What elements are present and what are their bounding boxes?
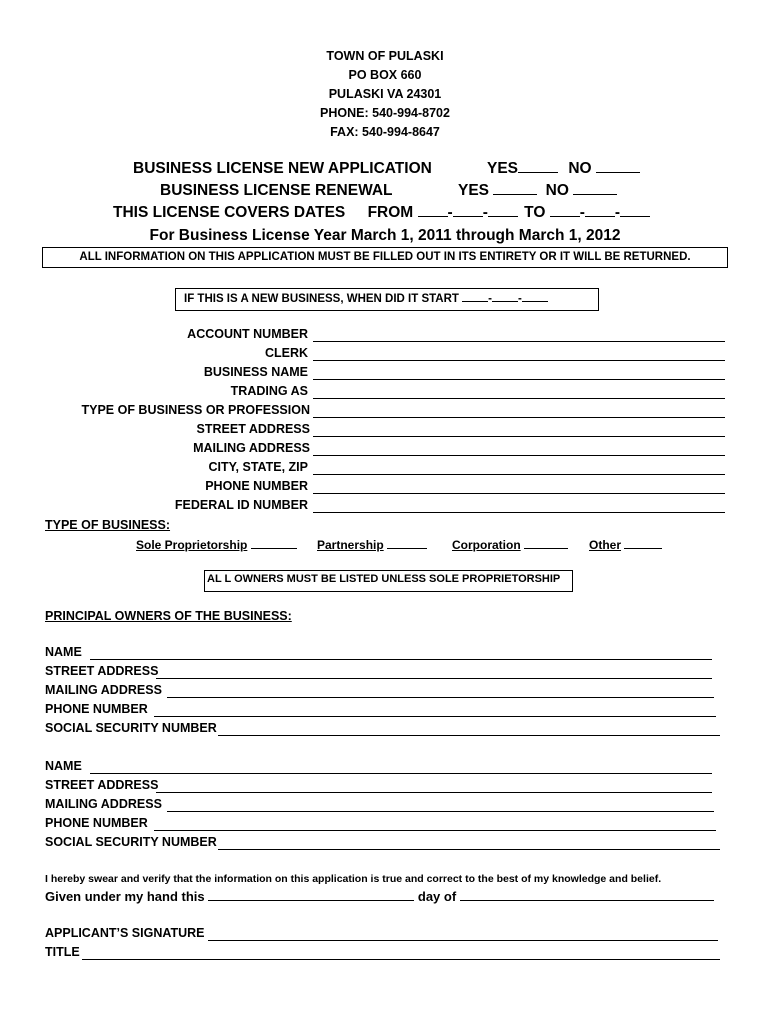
renewal-label: BUSINESS LICENSE RENEWAL — [160, 182, 393, 199]
owner1-ssn-label: SOCIAL SECURITY NUMBER — [45, 721, 217, 735]
option-sole-proprietorship[interactable] — [136, 536, 297, 552]
given-prefix: Given under my hand this — [45, 889, 205, 904]
new-app-no-blank[interactable] — [596, 160, 640, 173]
field-line-street-address[interactable] — [313, 436, 725, 437]
oath-text: I hereby swear and verify that the information on this application is true and correct to the best of my knowledge and belief. — [45, 873, 662, 885]
owner2-phone-line[interactable] — [154, 830, 716, 831]
start-month-blank[interactable] — [462, 290, 488, 302]
option-partnership-label: Partnership — [317, 538, 384, 552]
start-day-blank[interactable] — [492, 290, 518, 302]
notice-box — [42, 247, 728, 268]
option-sole-label: Sole Proprietorship — [136, 538, 248, 552]
field-label-phone-number: PHONE NUMBER — [205, 479, 308, 493]
field-label-business-name: BUSINESS NAME — [203, 365, 308, 379]
new-business-prompt: IF THIS IS A NEW BUSINESS, WHEN DID IT START — [184, 293, 459, 305]
owners-heading: PRINCIPAL OWNERS OF THE BUSINESS: — [45, 609, 292, 623]
header-city: PULASKI VA 24301 — [328, 87, 442, 101]
option-corporation-blank[interactable] — [524, 536, 568, 549]
given-day-blank[interactable] — [208, 888, 414, 901]
field-line-clerk[interactable] — [313, 360, 725, 361]
renewal-yes-blank[interactable] — [493, 182, 537, 195]
signature-line[interactable] — [208, 940, 718, 941]
owner2-name-line[interactable] — [90, 773, 712, 774]
new-business-box — [175, 288, 599, 311]
field-label-clerk: CLERK — [264, 346, 308, 360]
to-label: TO — [524, 204, 546, 221]
field-label-city-state-zip: CITY, STATE, ZIP — [208, 460, 308, 474]
owner1-name-line[interactable] — [90, 659, 712, 660]
new-app-yes-blank[interactable] — [518, 160, 558, 173]
owner2-street-line[interactable] — [156, 792, 712, 793]
given-mid: day of — [417, 889, 457, 904]
owner1-ssn-line[interactable] — [218, 735, 720, 736]
to-month-blank[interactable] — [550, 204, 580, 217]
covers-dates-row: THIS LICENSE COVERS DATES FROM - - TO - - — [113, 204, 650, 222]
option-corporation-label: Corporation — [452, 538, 521, 552]
owner1-street-line[interactable] — [156, 678, 712, 679]
field-label-street-address: STREET ADDRESS — [196, 422, 310, 436]
owner1-mailing-line[interactable] — [167, 697, 714, 698]
field-line-city-state-zip[interactable] — [313, 474, 725, 475]
signature-label: APPLICANT’S SIGNATURE — [45, 926, 205, 940]
type-of-business-heading: TYPE OF BUSINESS: — [45, 518, 171, 532]
field-line-trading-as[interactable] — [313, 398, 725, 399]
owners-notice-text: AL L OWNERS MUST BE LISTED UNLESS SOLE PROPRIETORSHIP — [207, 573, 561, 585]
field-label-type-of-business: TYPE OF BUSINESS OR PROFESSION — [81, 403, 310, 417]
option-other-label: Other — [589, 538, 622, 552]
title-label: TITLE — [45, 945, 80, 959]
covers-dates-label: THIS LICENSE COVERS DATES — [113, 204, 346, 221]
given-row — [45, 888, 714, 904]
renewal-no-blank[interactable] — [573, 182, 617, 195]
owner1-phone-line[interactable] — [154, 716, 716, 717]
owners-notice-box — [204, 570, 573, 592]
owner2-ssn-line[interactable] — [218, 849, 720, 850]
new-application-yes-no — [487, 160, 640, 178]
new-app-no-label: NO — [568, 160, 592, 177]
field-line-phone-number[interactable] — [313, 493, 725, 494]
owner1-street-label: STREET ADDRESS — [45, 664, 159, 678]
option-partnership-blank[interactable] — [387, 536, 427, 549]
to-day-blank[interactable] — [585, 204, 615, 217]
license-year: For Business License Year March 1, 2011 through March 1, 2012 — [149, 227, 621, 244]
given-month-blank[interactable] — [460, 888, 714, 901]
title-line[interactable] — [82, 959, 720, 960]
field-line-federal-id[interactable] — [313, 512, 725, 513]
to-year-blank[interactable] — [620, 204, 650, 217]
notice-text: ALL INFORMATION ON THIS APPLICATION MUST BE FILLED OUT IN ITS ENTIRETY OR IT WILL BE RETURNED. — [79, 251, 691, 263]
option-sole-blank[interactable] — [251, 536, 297, 549]
owner2-street-label: STREET ADDRESS — [45, 778, 159, 792]
option-corporation[interactable] — [452, 536, 568, 552]
renewal-yes-label: YES — [458, 182, 490, 199]
renewal-no-label: NO — [545, 182, 569, 199]
from-day-blank[interactable] — [453, 204, 483, 217]
owner2-mailing-line[interactable] — [167, 811, 714, 812]
owner2-mailing-label: MAILING ADDRESS — [45, 797, 162, 811]
owner1-mailing-label: MAILING ADDRESS — [45, 683, 162, 697]
field-label-account-number: ACCOUNT NUMBER — [187, 327, 308, 341]
header-po-box: PO BOX 660 — [348, 68, 422, 82]
from-month-blank[interactable] — [418, 204, 448, 217]
field-label-mailing-address: MAILING ADDRESS — [193, 441, 310, 455]
field-line-account-number[interactable] — [313, 341, 725, 342]
owner2-phone-label: PHONE NUMBER — [45, 816, 148, 830]
owner2-ssn-label: SOCIAL SECURITY NUMBER — [45, 835, 217, 849]
header-town: TOWN OF PULASKI — [326, 49, 444, 63]
new-business-row: IF THIS IS A NEW BUSINESS, WHEN DID IT START - - — [176, 289, 598, 310]
field-label-federal-id: FEDERAL ID NUMBER — [174, 498, 308, 512]
new-app-yes-label: YES — [487, 160, 519, 177]
header-fax: FAX: 540-994-8647 — [330, 125, 440, 139]
owner1-phone-label: PHONE NUMBER — [45, 702, 148, 716]
field-line-business-name[interactable] — [313, 379, 725, 380]
option-partnership[interactable] — [317, 536, 427, 552]
from-year-blank[interactable] — [488, 204, 518, 217]
new-application-label: BUSINESS LICENSE NEW APPLICATION — [133, 160, 432, 177]
option-other-blank[interactable] — [624, 536, 662, 549]
owner2-name-label: NAME — [45, 759, 82, 773]
start-year-blank[interactable] — [522, 290, 548, 302]
from-label: FROM — [367, 204, 414, 221]
field-label-trading-as: TRADING AS — [230, 384, 308, 398]
field-line-type-of-business[interactable] — [313, 417, 725, 418]
field-line-mailing-address[interactable] — [313, 455, 725, 456]
renewal-yes-no — [458, 182, 617, 200]
header-phone: PHONE: 540-994-8702 — [320, 106, 450, 120]
option-other[interactable] — [589, 536, 662, 552]
owner1-name-label: NAME — [45, 645, 82, 659]
